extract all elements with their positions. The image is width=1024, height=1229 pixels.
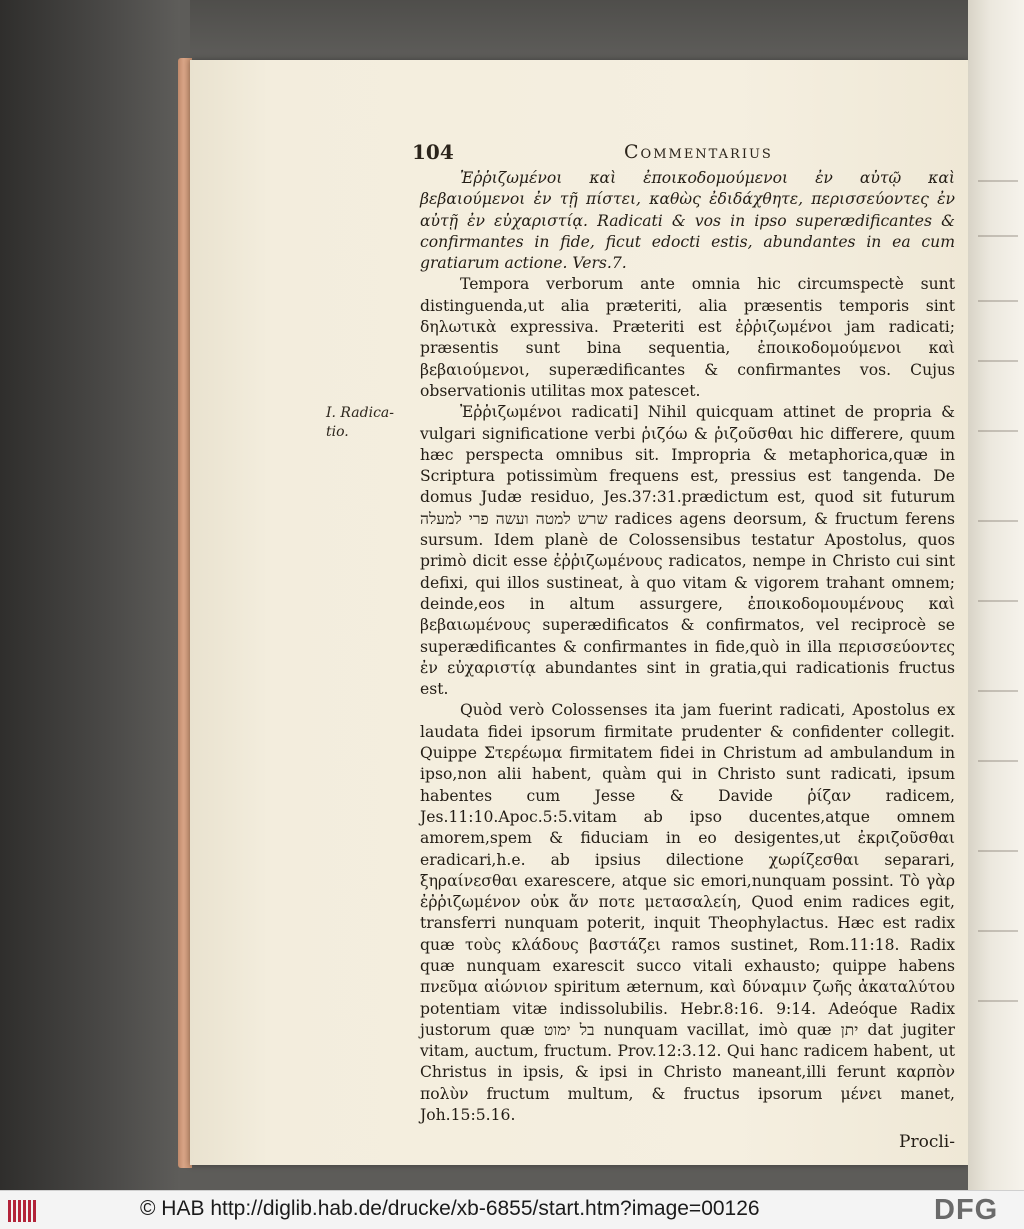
catchword: Procli- bbox=[899, 1132, 955, 1153]
running-title: Commentarius bbox=[624, 141, 773, 163]
library-logo-icon bbox=[8, 1200, 44, 1222]
dfg-logo: DFG bbox=[934, 1194, 999, 1226]
paragraph-1: Tempora verborum ante omnia hic circumspectè sunt distinguenda,ut alia præteriti, alia præsentis temporis sint δηλωτικὰ expressiva. Præteriti est ἐῤῥιζωμένοι jam radicati; præsentis sunt bina sequentia, ἐποικοδομούμενοι καὶ βεβαιούμενοι, superædificantes & confirmantes vos. Cujus observationis utilitas mox patescet. bbox=[420, 275, 955, 400]
main-text bbox=[420, 168, 955, 1154]
margin-note: I. Radica-tio. bbox=[326, 405, 394, 440]
facing-page-edge bbox=[968, 0, 1024, 1190]
scan-background bbox=[0, 0, 180, 1190]
page-number: 104 bbox=[412, 140, 454, 164]
running-head bbox=[412, 140, 792, 164]
paragraph-lemma: Ἐῤῥιζωμένοι καὶ ἐποικοδομούμενοι ἐν αὐτῷ καὶ βεβαιούμενοι ἐν τῇ πίστει, καθὼς ἐδιδάχθητε, περισσεύοντες ἐν αὐτῇ ἐν εὐχαριστίᾳ. Radicati & vos in ipso superædificantes & confirmantes in fide, ficut edocti estis, abundantes in ea cum gratiarum actione. Vers.7. bbox=[420, 169, 955, 273]
paragraph-2: Ἐῤῥιζωμένοι radicati] Nihil quicquam attinet de propria & vulgari significatione verbi ῥιζόω & ῥιζοῦσθαι hic differere, quum hæc perspecta omnibus sit. Impropria & metaphorica,quæ in Scriptura potissimùm frequens est, pressius est tangenda. De domus Judæ residuo, Jes.37:31.prædictum est, quod sit futurum שרש למטה ועשה פרי למעלה radices agens deorsum, & fructum ferens sursum. Idem planè de Colossensibus testatur Apostolus, quos primò dicit esse ἐῤῥιζωμένους radicatos, nempe in Christo cui sint defixi, qui illos sustineat, à quo vitam & vigorem trahant omnem; deinde,eos in altum assurgere, ἐποικοδομουμένους καὶ βεβαιωμένους superædificatos & confirmatos, vel reciprocè se superædificantes & confirmantes in fide,quò in illa περισσεύοντες ἐν εὐχαριστίᾳ abundantes sint in gratia,qui radicationis fructus est. bbox=[420, 403, 955, 699]
source-url[interactable]: © HAB http://diglib.hab.de/drucke/xb-6855/start.htm?image=00126 bbox=[140, 1197, 760, 1220]
viewer-footer bbox=[0, 1190, 1024, 1229]
scan-top-background bbox=[190, 0, 968, 60]
paragraph-3: Quòd verò Colossenses ita jam fuerint radicati, Apostolus ex laudata fidei ipsorum firmitate prudenter & confidenter collegit. Quippe Στερέωμα firmitatem fidei in Christum ad ambulandum in ipso,non alii habent, quàm qui in Christo sunt radicati, ipsum habentes cum Jesse & Davide ῥίζαν radicem, Jes.11:10.Apoc.5:5.vitam ab ipso ducentes,atque omnem amorem,spem & fiduciam in eo desigentes,ut ἐκριζοῦσθαι eradicari,h.e. ab ipsius dilectione χωρίζεσθαι separari, ξηραίνεσθαι exarescere, atque sic emori,nunquam possint. Τὸ γὰρ ἐῤῥιζωμένον οὐκ ἄν ποτε μετασαλείη, Quod enim radices egit, transferri nunquam poterit, inquit Theophylactus. Hæc est radix quæ τοὺς κλάδους βαστάζει ramos sustinet, Rom.11:18. Radix quæ nunquam exarescit succo vitali exhausto; quippe habens πνεῦμα αἰώνιον spiritum æternum, καὶ δύναμιν ζωῆς ἀκαταλύτου potentiam vitæ indissolubilis. Hebr.8:16. 9:14. Adeóque Radix justorum quæ בל ימוט nunquam vacillat, imò quæ יתן dat jugiter vitam, auctum, fructum. Prov.12:3.12. Qui hanc radicem habent, ut Christus in ipsis, & ipsi in Christo maneant,illi ferunt καρπὸν πολὺν fructum multum, & fructus ipsorum μένει manet, Joh.15:5.16. bbox=[420, 701, 955, 1125]
